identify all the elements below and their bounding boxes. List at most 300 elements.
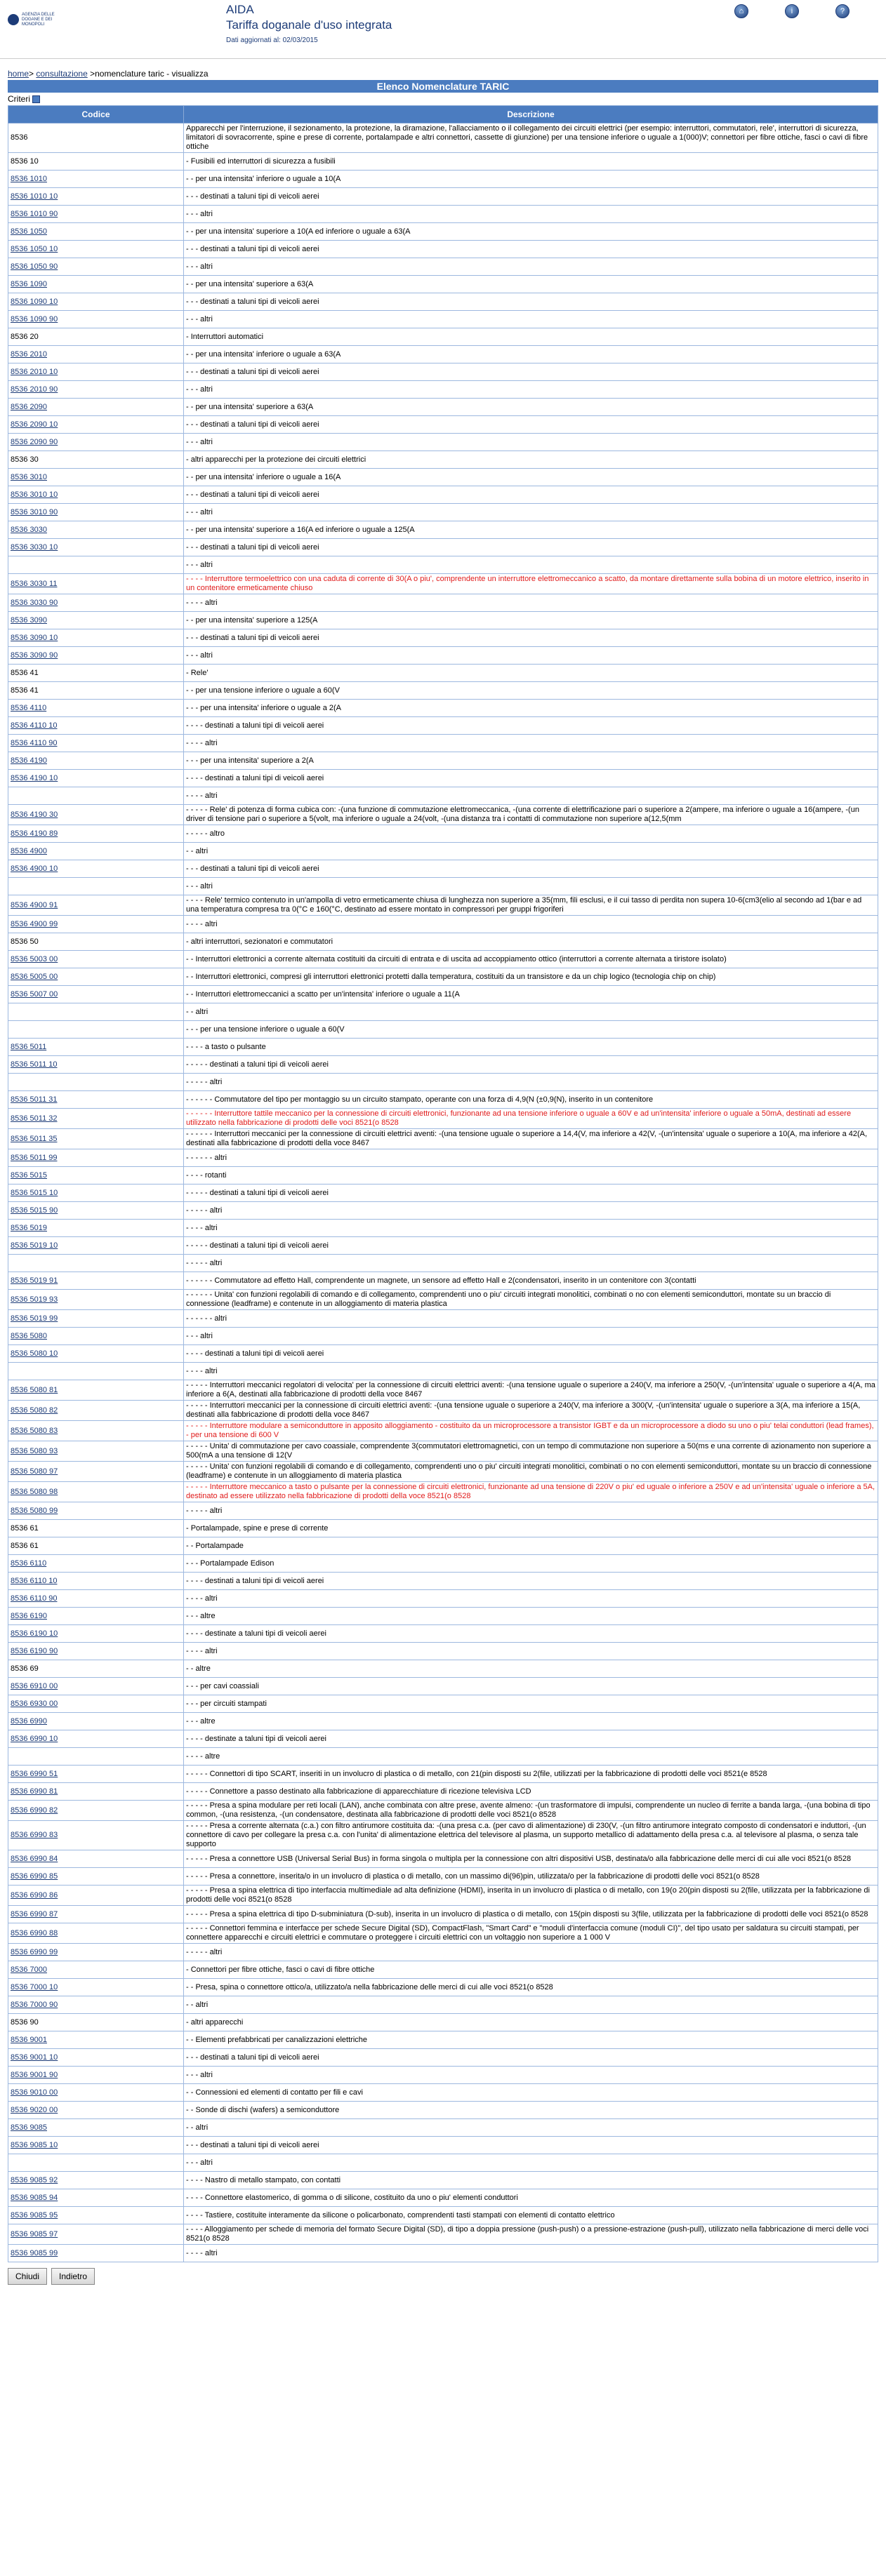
code-link[interactable]: 8536 4110 90 <box>11 738 58 747</box>
code-cell <box>8 1520 184 1537</box>
code-link[interactable]: 8536 5019 91 <box>11 1276 58 1285</box>
code-link[interactable]: 8536 5080 98 <box>11 1487 58 1496</box>
table-row <box>8 1202 878 1220</box>
table-row <box>8 1091 878 1109</box>
table-row <box>8 878 878 895</box>
code-link[interactable]: 8536 6990 81 <box>11 1787 58 1796</box>
table-row <box>8 612 878 629</box>
description-cell: - Interruttori automatici <box>184 328 878 346</box>
description-cell: - - - - altri <box>184 1643 878 1660</box>
description-cell: - - - Portalampade Edison <box>184 1555 878 1573</box>
code-cell <box>8 2084 184 2102</box>
code-link[interactable]: 8536 5015 <box>11 1170 47 1180</box>
code-cell <box>8 188 184 206</box>
code-cell <box>8 521 184 539</box>
description-cell: - - - - - - Interruttore tattile meccanico per la connessione di circuiti elettronici, funzionante ad una tensione inferiore o uguale a 60V e ad un'intensita' inferiore o uguale a 50mA, destinati ad essere utilizzato nella fabbricazione di prodotti delle voci 8521(o 8528 <box>184 1109 878 1129</box>
table-row <box>8 1906 878 1923</box>
code-link[interactable]: 8536 4190 89 <box>11 829 58 838</box>
table-row <box>8 682 878 700</box>
code-link[interactable]: 8536 4110 10 <box>11 721 58 730</box>
code-cell <box>8 1821 184 1850</box>
code-cell <box>8 1310 184 1328</box>
description-cell: - - - - - Connettori femmina e interfacce per schede Secure Digital (SD), CompactFlash, "Smart Card" e "moduli d'interfaccia comune (moduli CI)", del tipo usato per saldatura su circuiti stampati, per connettere apparecchi e circuiti elettrici e commutare o proteggere i circuiti elettrici con un voltaggio non superiore a 1 000 V <box>184 1923 878 1944</box>
table-row <box>8 1462 878 1482</box>
code-link[interactable]: 8536 1050 90 <box>11 262 58 271</box>
code-link[interactable]: 8536 5080 81 <box>11 1385 58 1394</box>
table-row <box>8 1003 878 1021</box>
table-row <box>8 843 878 860</box>
code-cell <box>8 860 184 878</box>
code-cell <box>8 311 184 328</box>
code-link[interactable]: 8536 5015 10 <box>11 1188 58 1197</box>
table-row <box>8 1961 878 1979</box>
description-cell: - - - altri <box>184 311 878 328</box>
code-link[interactable]: 8536 6990 51 <box>11 1769 58 1778</box>
description-cell: - - per una intensita' superiore a 63(A <box>184 399 878 416</box>
description-cell: - - - altri <box>184 647 878 665</box>
code-link[interactable]: 8536 5019 10 <box>11 1241 58 1250</box>
code-link[interactable]: 8536 5011 10 <box>11 1060 58 1069</box>
description-cell: - - - - - Unita' di commutazione per cavo coassiale, comprendente 3(commutatori elettromagnetici, con un tempo di commutazione non superiore a 50(ms e una corrente di azionamento non superiore a 500(mA a una tensione di 12(V <box>184 1441 878 1462</box>
table-row <box>8 206 878 223</box>
code-link[interactable]: 8536 5080 93 <box>11 1446 58 1455</box>
table-row <box>8 1643 878 1660</box>
code-link[interactable]: 8536 1090 90 <box>11 314 58 323</box>
description-cell: - - - - - altri <box>184 1255 878 1272</box>
description-cell: - - altri <box>184 2119 878 2137</box>
description-cell: - - per una intensita' inferiore o uguale a 63(A <box>184 346 878 363</box>
table-row <box>8 1555 878 1573</box>
description-cell: - - - per circuiti stampati <box>184 1695 878 1713</box>
criteri-label: Criteri <box>8 94 30 104</box>
code-link[interactable]: 8536 5019 93 <box>11 1295 58 1304</box>
code-cell <box>8 556 184 574</box>
table-row <box>8 1979 878 1996</box>
code-link[interactable]: 8536 6190 10 <box>11 1629 58 1638</box>
description-cell: - - - - - - altri <box>184 1149 878 1167</box>
code-text: 8536 90 <box>11 2017 39 2027</box>
code-cell <box>8 1129 184 1149</box>
breadcrumb-consultazione[interactable]: consultazione <box>36 69 88 79</box>
code-link[interactable]: 8536 2090 90 <box>11 437 58 446</box>
code-link[interactable]: 8536 5007 00 <box>11 989 58 999</box>
table-row <box>8 1380 878 1401</box>
description-cell: - Rele' <box>184 665 878 682</box>
code-cell <box>8 1237 184 1255</box>
code-link[interactable]: 8536 5011 32 <box>11 1114 58 1123</box>
code-link[interactable]: 8536 3090 90 <box>11 650 58 660</box>
code-link[interactable]: 8536 6990 10 <box>11 1734 58 1743</box>
code-link[interactable]: 8536 9085 <box>11 2123 47 2132</box>
description-cell: - - - - - Interruttori meccanici per la connessione di circuiti elettrici aventi: -(una tensione uguale o superiore a 240(V, ma inferiore a 300(V, -(un'intensita' uguale o superiore a 3(A, ma inferiore a 15(A, destinati alla fabbricazione di prodotti della voce 8467 <box>184 1401 878 1421</box>
description-cell: - - - - altre <box>184 1748 878 1766</box>
code-cell <box>8 1660 184 1678</box>
code-link[interactable]: 8536 5080 10 <box>11 1349 58 1358</box>
description-cell: - - - - - Connettori di tipo SCART, inseriti in un involucro di plastica o di metallo, con 21(pin disposti su 2(file, utilizzati per la fabbricazione di prodotti delle voci 8521(e 8528 <box>184 1766 878 1783</box>
code-link[interactable]: 8536 9085 92 <box>11 2175 58 2184</box>
code-link[interactable]: 8536 6910 00 <box>11 1681 58 1690</box>
table-row <box>8 1850 878 1868</box>
code-cell <box>8 1056 184 1074</box>
table-row <box>8 416 878 434</box>
description-cell: - - - - Interruttore termoelettrico con una caduta di corrente di 30(A o piu', comprendente un interruttore elettromeccanico a scatto, da montare direttamente sulla bobina di un motore elettrico, inserito in un contenitore ermeticamente chiuso <box>184 574 878 594</box>
code-text: 8536 <box>11 133 28 142</box>
description-cell: - - - altri <box>184 2154 878 2172</box>
expand-criteria-icon[interactable] <box>32 95 40 103</box>
table-row <box>8 556 878 574</box>
code-cell <box>8 1801 184 1821</box>
description-cell: - - - - - Rele' di potenza di forma cubica con: -(una funzione di commutazione elettromeccanica, -(una corrente di elettrificazione pari o superiore a 2(ampere, ma inferiore o uguale a 16(ampere, -(un driver di tensione pari o superiore a 5(volt, ma inferiore o uguale a 24(volt, -(una distanza tra i contatti di commutazione non superiore a(12,5(mm <box>184 805 878 825</box>
code-cell <box>8 1643 184 1660</box>
code-cell <box>8 1748 184 1766</box>
code-link[interactable]: 8536 4190 10 <box>11 773 58 782</box>
description-cell: - - - altre <box>184 1713 878 1730</box>
description-cell: - - - - - Connettore a passo destinato alla fabbricazione di apparecchiature di ricezione televisiva LCD <box>184 1783 878 1801</box>
code-link[interactable]: 8536 6990 82 <box>11 1806 58 1815</box>
description-cell: - - - - altri <box>184 916 878 933</box>
description-cell: - - - - altri <box>184 1220 878 1237</box>
code-link[interactable]: 8536 5080 97 <box>11 1467 58 1476</box>
table-row <box>8 647 878 665</box>
code-cell <box>8 878 184 895</box>
code-link[interactable]: 8536 3090 <box>11 615 47 625</box>
code-link[interactable]: 8536 1010 10 <box>11 192 58 201</box>
info-icon[interactable]: i <box>785 4 799 18</box>
code-cell <box>8 486 184 504</box>
description-cell: - - - - Tastiere, costituite interamente da silicone o policarbonato, comprendenti tasti stampati con elementi di contatto elettrico <box>184 2207 878 2224</box>
code-link[interactable]: 8536 9085 10 <box>11 2140 58 2149</box>
code-link[interactable]: 8536 5080 <box>11 1331 47 1340</box>
table-row <box>8 968 878 986</box>
code-link[interactable]: 8536 1050 <box>11 227 47 236</box>
table-row <box>8 381 878 399</box>
code-link[interactable]: 8536 5005 00 <box>11 972 58 981</box>
code-link[interactable]: 8536 6110 <box>11 1559 47 1568</box>
description-cell: - - Interruttori elettronici a corrente alternata costituiti da circuiti di entrata e di uscita ad accoppiamento ottico (interruttori a corrente alternata a tiristore isolato) <box>184 951 878 968</box>
code-link[interactable]: 8536 4900 91 <box>11 900 58 909</box>
code-cell <box>8 1167 184 1184</box>
code-cell <box>8 434 184 451</box>
code-cell <box>8 2102 184 2119</box>
code-link[interactable]: 8536 9085 99 <box>11 2248 58 2257</box>
description-cell: - - altre <box>184 1660 878 1678</box>
code-link[interactable]: 8536 6990 84 <box>11 1854 58 1863</box>
table-row <box>8 1363 878 1380</box>
code-cell <box>8 1625 184 1643</box>
table-row <box>8 1021 878 1039</box>
code-text: 8536 10 <box>11 156 39 166</box>
code-cell <box>8 381 184 399</box>
code-link[interactable]: 8536 7000 10 <box>11 1982 58 1991</box>
code-link[interactable]: 8536 6990 <box>11 1716 47 1726</box>
table-row <box>8 770 878 787</box>
table-row <box>8 2049 878 2067</box>
code-link[interactable]: 8536 5011 31 <box>11 1095 58 1104</box>
code-link[interactable]: 8536 4190 30 <box>11 810 58 819</box>
code-link[interactable]: 8536 5003 00 <box>11 954 58 963</box>
code-link[interactable]: 8536 6930 00 <box>11 1699 58 1708</box>
code-link[interactable]: 8536 6990 85 <box>11 1871 58 1881</box>
code-cell <box>8 416 184 434</box>
description-cell: - - - - - altri <box>184 1074 878 1091</box>
code-cell <box>8 825 184 843</box>
table-row <box>8 1923 878 1944</box>
description-cell: - - - - - Presa a spina elettrica di tipo D-subminiatura (D-sub), inserita in un involucro di plastica o di metallo, con 15(pin disposti su 3(file, utilizzata per la fabbricazione di prodotti delle voci 8521(o 8528 <box>184 1906 878 1923</box>
code-cell <box>8 2224 184 2245</box>
description-cell: - - - destinati a taluni tipi di veicoli aerei <box>184 241 878 258</box>
code-link[interactable]: 8536 3030 11 <box>11 579 58 588</box>
agency-logo[interactable] <box>8 6 57 33</box>
code-link[interactable]: 8536 5019 99 <box>11 1314 58 1323</box>
criteri-toggle[interactable] <box>8 93 878 105</box>
logo-text: AGENZIA DELLE DOGANE E DEI MONOPOLI <box>22 12 55 27</box>
code-link[interactable]: 8536 3030 10 <box>11 542 58 552</box>
description-cell: - - - altri <box>184 556 878 574</box>
code-cell <box>8 293 184 311</box>
code-link[interactable]: 8536 1090 10 <box>11 297 58 306</box>
description-cell: - - - - altri <box>184 1590 878 1608</box>
table-row <box>8 1482 878 1502</box>
description-cell: - - Sonde di dischi (wafers) a semiconduttore <box>184 2102 878 2119</box>
code-cell <box>8 1421 184 1441</box>
code-cell <box>8 752 184 770</box>
code-link[interactable]: 8536 3030 90 <box>11 598 58 607</box>
description-cell: - - - - - - Interruttori meccanici per la connessione di circuiti elettrici aventi: -(una tensione uguale o superiore a 14,4(V, ma inferiore a 42(V, -(un'intensita' uguale o superiore a 10(A, ma inferiore a 42(A, destinati alla fabbricazione di prodotti della voce 8467 <box>184 1129 878 1149</box>
code-cell <box>8 2207 184 2224</box>
help-icon[interactable]: ? <box>835 4 849 18</box>
description-cell: - - - - - Presa a spina modulare per reti locali (LAN), anche combinata con altre prese, avente almeno: -(un trasformatore di impulsi, comprendente un nucleo di ferrite a banda larga, -(una bobina di tipo common, -(una resistenza, -(un condensatore, destinata alla fabbricazione di prodotti delle voci 8521(o 8528 <box>184 1801 878 1821</box>
description-cell: - - - - - Interruttori meccanici regolatori di velocita' per la connessione di circuiti elettrici aventi: -(una tensione uguale o superiore a 240(V, ma inferiore a 250(V, -(un'intensita' uguale o superiore a 4(A, ma inferiore a 6(A, destinati alla fabbricazione di prodotti della voce 8467 <box>184 1380 878 1401</box>
code-link[interactable]: 8536 6990 88 <box>11 1928 58 1937</box>
code-link[interactable]: 8536 2010 90 <box>11 385 58 394</box>
code-link[interactable]: 8536 9010 00 <box>11 2088 58 2097</box>
table-row <box>8 521 878 539</box>
code-link[interactable]: 8536 9001 90 <box>11 2070 58 2079</box>
code-cell <box>8 328 184 346</box>
table-row <box>8 805 878 825</box>
code-cell <box>8 276 184 293</box>
description-cell: - - altri <box>184 1996 878 2014</box>
code-link[interactable]: 8536 3010 <box>11 472 47 481</box>
table-row <box>8 2207 878 2224</box>
description-cell: - - - - destinati a taluni tipi di veicoli aerei <box>184 717 878 735</box>
description-cell: - - - - - Presa a spina elettrica di tipo interfaccia multimediale ad alta definizione (HDMI), inserita in un involucro di plastica o di metallo, con 19(o 20(pin disposti su 2(file, utilizzata per la fabbricazione di prodotti delle voci 8521(o 8528 <box>184 1886 878 1906</box>
table-row <box>8 346 878 363</box>
code-cell <box>8 2014 184 2031</box>
description-cell: - - per una intensita' inferiore o uguale a 10(A <box>184 171 878 188</box>
code-cell <box>8 1290 184 1310</box>
code-link[interactable]: 8536 6190 90 <box>11 1646 58 1655</box>
description-cell: - - - destinati a taluni tipi di veicoli aerei <box>184 188 878 206</box>
table-row <box>8 1608 878 1625</box>
code-link[interactable]: 8536 5080 83 <box>11 1426 58 1435</box>
code-link[interactable]: 8536 6990 86 <box>11 1890 58 1900</box>
code-link[interactable]: 8536 5015 90 <box>11 1206 58 1215</box>
back-button[interactable]: Indietro <box>51 2268 95 2285</box>
code-cell <box>8 1003 184 1021</box>
table-row <box>8 2119 878 2137</box>
code-link[interactable]: 8536 5019 <box>11 1223 47 1232</box>
table-row <box>8 1502 878 1520</box>
description-cell: - - per una tensione inferiore o uguale a 60(V <box>184 682 878 700</box>
code-link[interactable]: 8536 5080 82 <box>11 1406 58 1415</box>
code-link[interactable]: 8536 5011 99 <box>11 1153 58 1162</box>
code-cell <box>8 1730 184 1748</box>
table-row <box>8 1944 878 1961</box>
code-link[interactable]: 8536 4190 <box>11 756 47 765</box>
code-cell <box>8 916 184 933</box>
table-row <box>8 434 878 451</box>
table-row <box>8 1695 878 1713</box>
code-cell <box>8 843 184 860</box>
code-cell <box>8 2049 184 2067</box>
description-cell: - - - - - destinati a taluni tipi di veicoli aerei <box>184 1056 878 1074</box>
code-cell <box>8 612 184 629</box>
table-row <box>8 951 878 968</box>
code-link[interactable]: 8536 2010 <box>11 349 47 359</box>
table-row <box>8 825 878 843</box>
code-link[interactable]: 8536 6990 87 <box>11 1909 58 1918</box>
code-link[interactable]: 8536 4900 99 <box>11 919 58 928</box>
code-link[interactable]: 8536 3090 10 <box>11 633 58 642</box>
table-row <box>8 1678 878 1695</box>
code-link[interactable]: 8536 9085 94 <box>11 2193 58 2202</box>
description-cell: - Portalampade, spine e prese di corrente <box>184 1520 878 1537</box>
table-row <box>8 787 878 805</box>
code-cell <box>8 2119 184 2137</box>
code-link[interactable]: 8536 9001 <box>11 2035 47 2044</box>
code-link[interactable]: 8536 1010 90 <box>11 209 58 218</box>
table-row <box>8 1237 878 1255</box>
code-cell <box>8 124 184 153</box>
table-row <box>8 1766 878 1783</box>
code-link[interactable]: 8536 6190 <box>11 1611 47 1620</box>
code-cell <box>8 1149 184 1167</box>
table-row <box>8 2102 878 2119</box>
column-header-codice: Codice <box>8 106 184 124</box>
code-link[interactable]: 8536 9085 95 <box>11 2210 58 2220</box>
table-row <box>8 1730 878 1748</box>
code-link[interactable]: 8536 4900 10 <box>11 864 58 873</box>
logo-seal-icon <box>8 14 19 25</box>
footer-buttons <box>8 2268 886 2285</box>
code-link[interactable]: 8536 3030 <box>11 525 47 534</box>
code-link[interactable]: 8536 6990 83 <box>11 1831 58 1839</box>
section-title: Elenco Nomenclature TARIC <box>8 80 878 93</box>
code-link[interactable]: 8536 9085 97 <box>11 2229 58 2238</box>
table-row <box>8 1056 878 1074</box>
code-cell <box>8 1441 184 1462</box>
code-link[interactable]: 8536 3010 10 <box>11 490 58 499</box>
description-cell: - - altri <box>184 1003 878 1021</box>
close-button[interactable]: Chiudi <box>8 2268 47 2285</box>
table-row <box>8 752 878 770</box>
description-cell: - - - - altri <box>184 2245 878 2262</box>
code-link[interactable]: 8536 4110 <box>11 703 47 712</box>
code-cell <box>8 1328 184 1345</box>
description-cell: - - per una intensita' superiore a 10(A ed inferiore o uguale a 63(A <box>184 223 878 241</box>
description-cell: - - - - rotanti <box>184 1167 878 1184</box>
table-row <box>8 2172 878 2189</box>
code-cell <box>8 241 184 258</box>
code-cell <box>8 451 184 469</box>
code-link[interactable]: 8536 3010 90 <box>11 507 58 516</box>
code-cell <box>8 1537 184 1555</box>
table-row <box>8 1520 878 1537</box>
code-link[interactable]: 8536 2090 10 <box>11 420 58 429</box>
code-cell <box>8 1590 184 1608</box>
code-link[interactable]: 8536 6990 99 <box>11 1947 58 1956</box>
code-cell <box>8 1502 184 1520</box>
code-cell <box>8 1906 184 1923</box>
code-link[interactable]: 8536 2090 <box>11 402 47 411</box>
description-cell: - - - - altri <box>184 735 878 752</box>
description-cell: - - - altri <box>184 206 878 223</box>
description-cell: - - - - - Presa a corrente alternata (c.a.) con filtro antirumore costituita da: -(una presa c.a. (per cavo di alimentazione) di 230(V, -(un filtro antirumore integrato composto di condensatori e induttori, -(un connettore di cavo per collegare la presa c.a. con l'unita' di alimentazione elettrica del televisore al plasma, un supporto metallico di adattamento della presa c.a. al televisore al plasma, o senza tale supporto <box>184 1821 878 1850</box>
code-cell <box>8 2137 184 2154</box>
code-cell <box>8 951 184 968</box>
description-cell: - - Interruttori elettromeccanici a scatto per un'intensita' inferiore o uguale a 11(A <box>184 986 878 1003</box>
code-link[interactable]: 8536 5011 35 <box>11 1134 58 1143</box>
code-link[interactable]: 8536 4900 <box>11 846 47 855</box>
table-row <box>8 916 878 933</box>
code-link[interactable]: 8536 7000 90 <box>11 2000 58 2009</box>
code-link[interactable]: 8536 1010 <box>11 174 47 183</box>
code-cell <box>8 1482 184 1502</box>
code-link[interactable]: 8536 9020 00 <box>11 2105 58 2114</box>
code-cell <box>8 933 184 951</box>
code-cell <box>8 1039 184 1056</box>
code-link[interactable]: 8536 9001 10 <box>11 2053 58 2062</box>
code-link[interactable]: 8536 6110 90 <box>11 1594 58 1603</box>
table-row <box>8 1783 878 1801</box>
table-row <box>8 1748 878 1766</box>
code-cell <box>8 1184 184 1202</box>
description-cell: - - - altri <box>184 258 878 276</box>
code-link[interactable]: 8536 2010 10 <box>11 367 58 376</box>
breadcrumb: home> consultazione >nomenclature taric - visualizza <box>8 69 209 79</box>
home-icon[interactable]: ⌂ <box>734 4 748 18</box>
code-link[interactable]: 8536 1050 10 <box>11 244 58 253</box>
code-link[interactable]: 8536 5011 <box>11 1042 47 1051</box>
description-cell: - altri apparecchi <box>184 2014 878 2031</box>
description-cell: - - - per cavi coassiali <box>184 1678 878 1695</box>
code-cell <box>8 717 184 735</box>
code-link[interactable]: 8536 1090 <box>11 279 47 288</box>
code-cell <box>8 1783 184 1801</box>
description-cell: - - - - - Interruttore modulare a semiconduttore in apposito alloggiamento - costituito da un microprocessore a transistor IGBT e da un microprocessore a diodo su uno o piu' telai conduttori (lead frames), - per una tensione di 600 V <box>184 1421 878 1441</box>
code-cell <box>8 2189 184 2207</box>
description-cell: - - - - - altri <box>184 1944 878 1961</box>
code-link[interactable]: 8536 5080 99 <box>11 1506 58 1515</box>
code-cell <box>8 647 184 665</box>
code-cell <box>8 2245 184 2262</box>
description-cell: - - - - - - Commutatore del tipo per montaggio su un circuito stampato, operante con una forza di 4,9(N (±0,9(N), inserito in un contenitore <box>184 1091 878 1109</box>
table-row <box>8 986 878 1003</box>
table-row <box>8 1184 878 1202</box>
description-cell: - altri apparecchi per la protezione dei circuiti elettrici <box>184 451 878 469</box>
description-cell: - - Connessioni ed elementi di contatto per fili e cavi <box>184 2084 878 2102</box>
table-row <box>8 293 878 311</box>
code-cell <box>8 1272 184 1290</box>
description-cell: - - - - - altro <box>184 825 878 843</box>
code-link[interactable]: 8536 7000 <box>11 1965 47 1974</box>
code-cell <box>8 1961 184 1979</box>
description-cell: - - - - destinati a taluni tipi di veicoli aerei <box>184 770 878 787</box>
code-link[interactable]: 8536 6110 10 <box>11 1576 58 1585</box>
breadcrumb-home[interactable]: home <box>8 69 29 79</box>
table-row <box>8 1441 878 1462</box>
